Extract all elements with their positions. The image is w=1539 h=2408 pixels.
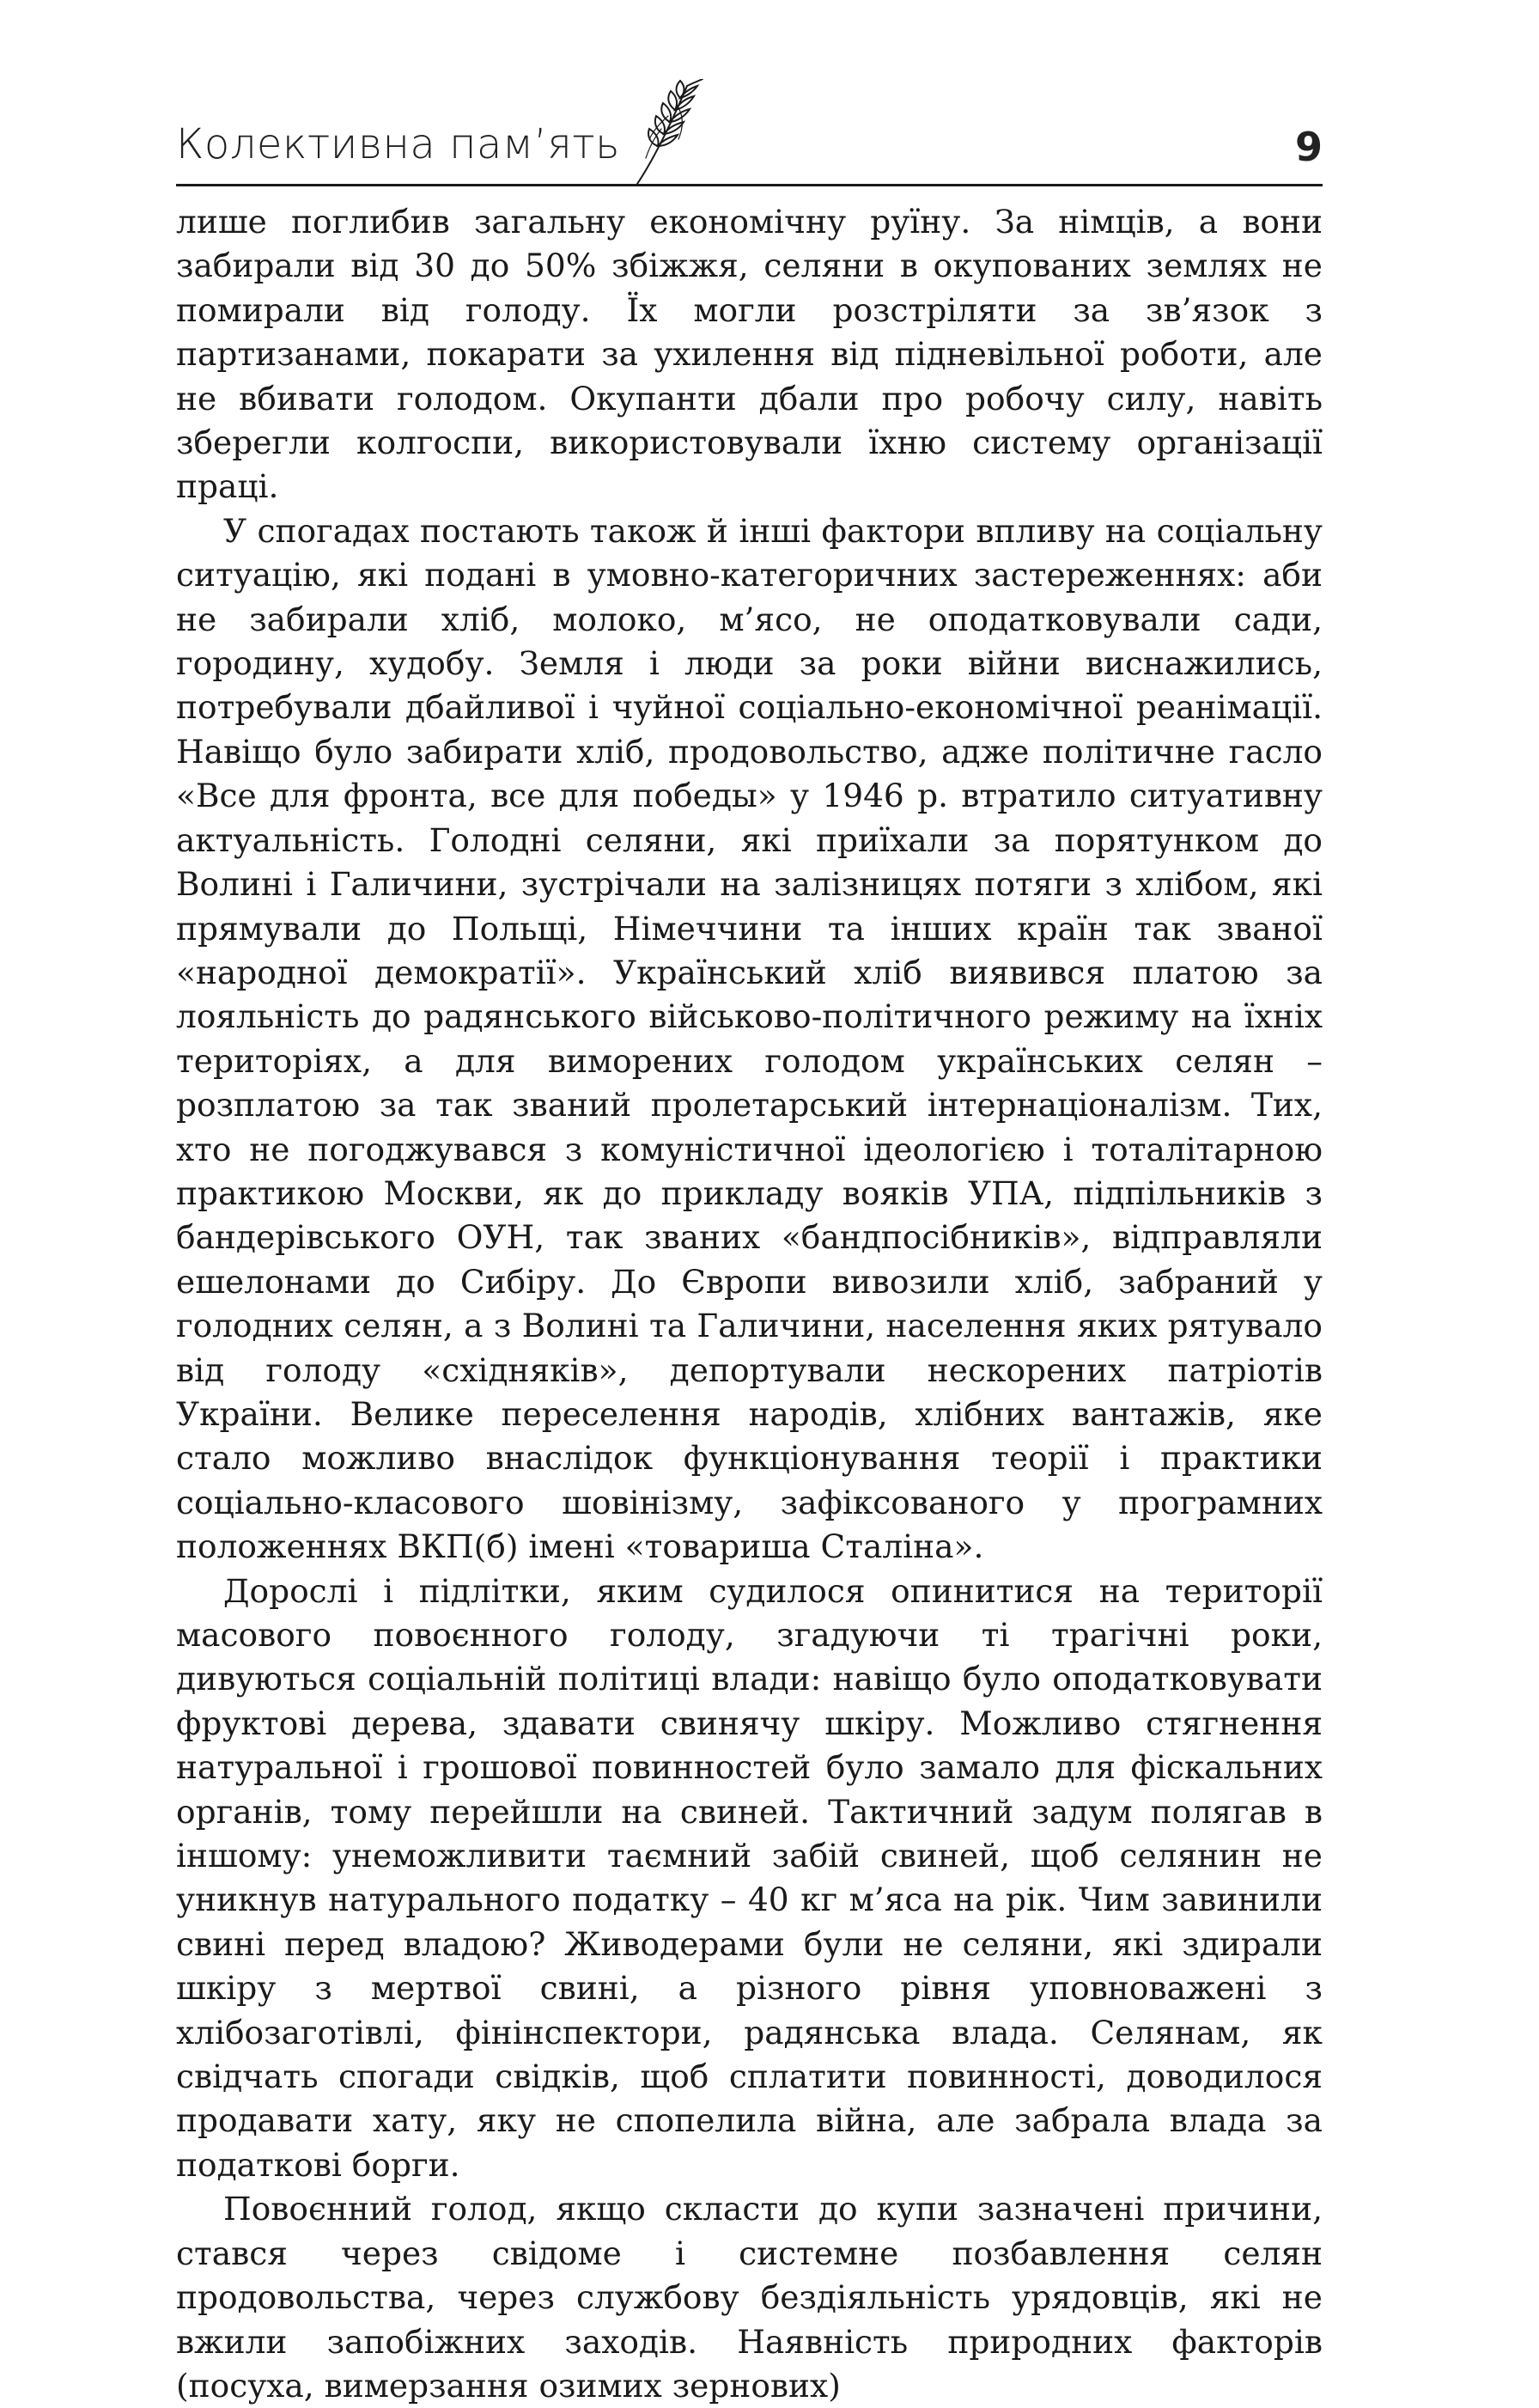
paragraph: Дорослі і підлітки, яким судилося опинитися на території масового повоєнного голоду, згадуючи ті трагічні роки, дивуються соціальній політиці влади: навіщо було оподатковувати фруктові дерева, здавати свинячу шкіру. Можливо стягнення натуральної і грошової повинностей було замало для фіскальних органів, тому перейшли на свиней. Тактичний задум полягав в іншому: унеможливити таємний забій свиней, щоб селянин не уникнув натурального податку – 40 кг м’яса на рік. Чим завинили свині перед владою? Живодерами були не селяни, які здирали шкіру з мертвої свині, а різного рівня уповноважені з хлібозаготівлі, фінінспектори, радянська влада. Селянам, як свідчать спогади свідків, щоб сплатити повинності, доводилося продавати хату, яку не спопелила війна, але забрала влада за податкові борги. <box>176 1571 1323 2184</box>
paragraph: лише поглибив загальну економічну руїну. За німців, а вони забирали від 30 до 50% збіжжя, селяни в окупованих землях не помирали від голоду. Їх могли розстріляти за зв’язок з партизанами, покарати за ухилення від підневільної роботи, але не вбивати голодом. Окупанти дбали про робочу силу, навіть зберегли колгоспи, використовували їхню систему організації праці. <box>176 203 1323 506</box>
running-title: Колективна пам’ять <box>176 120 620 168</box>
body-text <box>176 200 1323 2408</box>
page-header <box>176 94 1323 186</box>
paragraph: Повоєнний голод, якщо скласти до купи зазначені причини, стався через свідоме і системне позбавлення селян продовольства, через службову бездіяльність урядовців, які не вжили запобіжних заходів. Наявність природних факторів (посуха, вимерзання озимих зернових) <box>176 2190 1323 2405</box>
paragraph: У спогадах постають також й інші фактори впливу на соціальну ситуацію, які подані в умовно-категоричних застереженнях: аби не забирали хліб, молоко, м’ясо, не оподатковували сади, городину, худобу. Земля і люди за роки війни виснажились, потребували дбайливої і чуйної соціально-економічної реанімації. Навіщо було забирати хліб, продовольство, адже політичне гасло «Все для фронта, все для победы» у 1946 р. втратило ситуативну актуальність. Голодні селяни, які приїхали за порятунком до Волині і Галичини, зустрічали на залізницях потяги з хлібом, які прямували до Польщі, Німеччини та інших країн так званої «народної демократії». Український хліб виявився платою за лояльність до радянського військово-політичного режиму на їхніх територіях, а для виморених голодом українських селян – розплатою за так званий пролетарський інтернаціоналізм. Тих, хто не погоджувався з комуністичної ідеологією і тоталітарною практикою Москви, як до прикладу вояків УПА, підпільників з бандерівського ОУН, так званих «бандпосібників», відправляли ешелонами до Сибіру. До Європи вивозили хліб, забраний у голодних селян, а з Волині та Галичини, населення яких рятувало від голоду «східняків», депортували нескорених патріотів України. Велике переселення народів, хлібних вантажів, яке стало можливо внаслідок функціонування теорії і практики соціально-класового шовінізму, зафіксованого у програмних положеннях ВКП(б) імені «товариша Сталіна». <box>176 511 1323 1566</box>
book-page <box>176 94 1323 2408</box>
page-number: 9 <box>1294 124 1323 170</box>
wheat-icon <box>627 79 704 186</box>
